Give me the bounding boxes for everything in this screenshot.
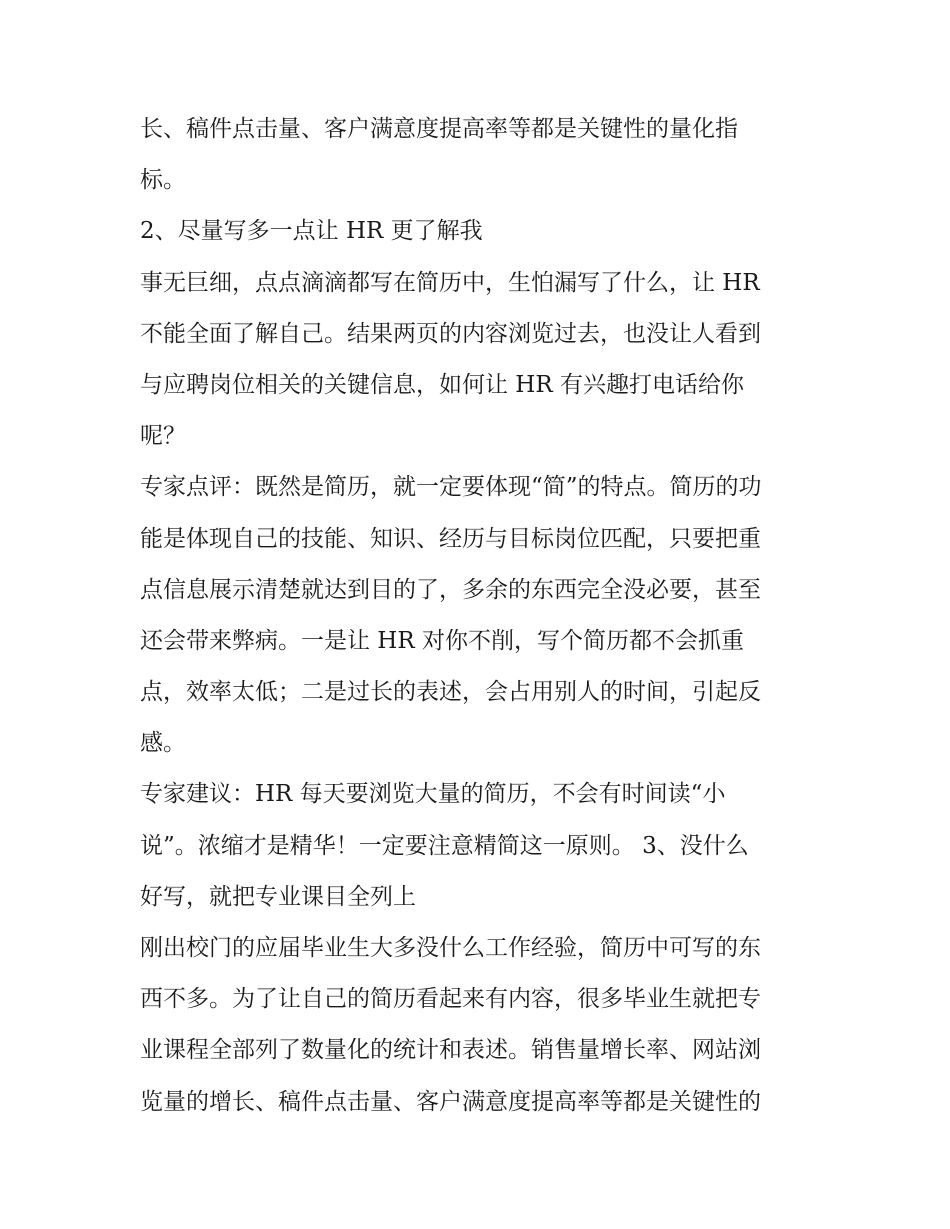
text-line: 点，效率太低；二是过长的表述，会占用别人的时间，引起反 xyxy=(140,679,761,706)
text-line: 西不多。为了让自己的简历看起来有内容，很多毕业生就把专 xyxy=(140,986,761,1013)
text-line: 专家建议：HR 每天要浏览大量的简历，不会有时间读“小 xyxy=(140,781,726,808)
text-line: 事无巨细，点点滴滴都写在简历中，生怕漏写了什么，让 HR xyxy=(140,269,760,296)
text-line: 还会带来弊病。一是让 HR 对你不削，写个简历都不会抓重 xyxy=(140,627,744,654)
text-line: 业课程全部列了数量化的统计和表述。销售量增长率、网站浏 xyxy=(140,1037,761,1064)
text-line: 览量的增长、稿件点击量、客户满意度提高率等都是关键性的 xyxy=(140,1088,761,1115)
body-text xyxy=(140,104,830,1128)
text-line: 说”。浓缩才是精华！一定要注意精简这一原则。 3、没什么 xyxy=(140,832,749,859)
section-heading: 2、尽量写多一点让 HR 更了解我 xyxy=(140,218,483,245)
text-line: 能是体现自己的技能、知识、经历与目标岗位匹配，只要把重 xyxy=(140,525,761,552)
text-line: 不能全面了解自己。结果两页的内容浏览过去，也没让人看到 xyxy=(140,320,761,347)
text-line: 刚出校门的应届毕业生大多没什么工作经验，简历中可写的东 xyxy=(140,935,761,961)
text-line: 点信息展示清楚就达到目的了，多余的东西完全没必要，甚至 xyxy=(140,576,761,603)
text-line: 与应聘岗位相关的关键信息，如何让 HR 有兴趣打电话给你 xyxy=(140,371,744,398)
text-line: 呢？ xyxy=(140,423,186,450)
text-line: 标。 xyxy=(140,167,186,194)
text-line: 长、稿件点击量、客户满意度提高率等都是关键性的量化指 xyxy=(140,116,738,142)
text-line: 专家点评：既然是简历，就一定要体现“简”的特点。简历的功 xyxy=(140,474,762,501)
text-line: 好写，就把专业课目全列上 xyxy=(140,883,416,910)
text-line: 感。 xyxy=(140,730,186,757)
